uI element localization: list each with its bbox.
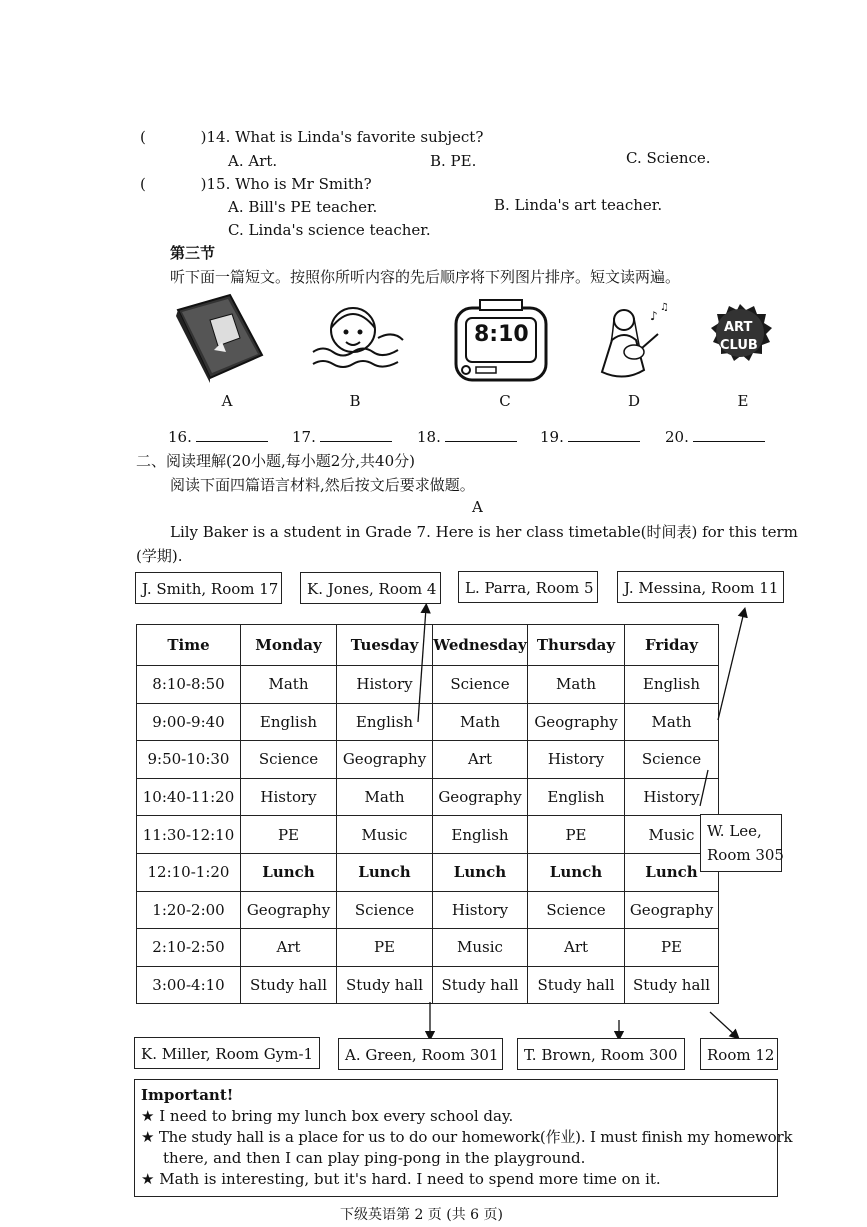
option-b: B. PE. — [430, 152, 477, 170]
clock-time: 8:10 — [474, 322, 529, 347]
time-cell: 9:00-9:40 — [137, 703, 241, 741]
subject-cell: Art — [433, 741, 528, 779]
time-cell: 10:40-11:20 — [137, 778, 241, 816]
subject-cell: English — [337, 703, 433, 741]
part-title: 二、阅读理解(20小题,每小题2分,共40分) — [136, 452, 415, 470]
subject-cell: Geography — [528, 703, 625, 741]
teacher-box: J. Smith, Room 17 — [135, 572, 282, 604]
subject-cell: Science — [433, 666, 528, 704]
subject-cell: Science — [241, 741, 337, 779]
subject-cell: Geography — [433, 778, 528, 816]
subject-cell: Music — [625, 816, 719, 854]
subject-cell: Study hall — [625, 966, 719, 1004]
time-cell: 1:20-2:00 — [137, 891, 241, 929]
lunch-cell: Lunch — [433, 853, 528, 891]
passage-intro-line1: Lily Baker is a student in Grade 7. Here is her class timetable(时间表) for this term — [170, 523, 798, 541]
subject-cell: PE — [528, 816, 625, 854]
question-text: What is Linda's favorite subject? — [235, 128, 484, 146]
important-title: Important! — [141, 1086, 234, 1104]
important-line: ★ Math is interesting, but it's hard. I need to spend more time on it. — [141, 1170, 661, 1188]
subject-cell: Math — [625, 703, 719, 741]
blank-number: 16. — [168, 428, 192, 446]
picture-label: A — [221, 392, 233, 410]
important-box — [134, 1079, 793, 1197]
art-club-text-2: CLUB — [720, 338, 758, 353]
option-c: C. Science. — [626, 149, 711, 167]
subject-cell: History — [241, 778, 337, 816]
subject-cell: Math — [433, 703, 528, 741]
time-cell: 3:00-4:10 — [137, 966, 241, 1004]
subject-cell: History — [625, 778, 719, 816]
subject-cell: History — [433, 891, 528, 929]
subject-cell: Study hall — [241, 966, 337, 1004]
picture-label: D — [627, 392, 641, 410]
teacher-box: K. Miller, Room Gym-1 — [134, 1037, 320, 1069]
subject-cell: Math — [528, 666, 625, 704]
blank-number: 18. — [417, 428, 441, 446]
subject-cell: English — [433, 816, 528, 854]
teacher-name: W. Lee, — [707, 822, 762, 840]
answer-paren-open: ( — [140, 175, 146, 193]
lunch-cell: Lunch — [337, 853, 433, 891]
teacher-box: L. Parra, Room 5 — [458, 571, 598, 603]
subject-cell: PE — [625, 929, 719, 967]
subject-cell: Study hall — [528, 966, 625, 1004]
subject-cell: Art — [528, 929, 625, 967]
subject-cell: Study hall — [433, 966, 528, 1004]
time-cell: 11:30-12:10 — [137, 816, 241, 854]
subject-cell: Math — [337, 778, 433, 816]
page-footer: 下级英语第 2 页 (共 6 页) — [340, 1207, 503, 1223]
time-cell: 8:10-8:50 — [137, 666, 241, 704]
subject-cell: English — [241, 703, 337, 741]
important-line: ★ I need to bring my lunch box every school day. — [141, 1107, 514, 1125]
teacher-box: A. Green, Room 301 — [338, 1038, 503, 1070]
subject-cell: Study hall — [337, 966, 433, 1004]
lunch-cell: Lunch — [625, 853, 719, 891]
time-cell: 2:10-2:50 — [137, 929, 241, 967]
option-a: A. Bill's PE teacher. — [228, 198, 378, 216]
subject-cell: Art — [241, 929, 337, 967]
header-monday: Monday — [241, 625, 337, 666]
part-instruction: 阅读下面四篇语言材料,然后按文后要求做题。 — [170, 476, 475, 494]
subject-cell: Science — [337, 891, 433, 929]
important-line: ★ The study hall is a place for us to do our homework(作业). I must finish my homework — [141, 1128, 793, 1146]
subject-cell: History — [528, 741, 625, 779]
option-a: A. Art. — [228, 152, 278, 170]
passage-intro-line2: (学期). — [136, 547, 183, 565]
teacher-box: Room 12 — [700, 1038, 778, 1070]
subject-cell: History — [337, 666, 433, 704]
header-time: Time — [137, 625, 241, 666]
teacher-room: Room 305 — [707, 846, 784, 864]
section-instruction: 听下面一篇短文。按照你所听内容的先后顺序将下列图片排序。短文读两遍。 — [170, 268, 681, 286]
subject-cell: Music — [433, 929, 528, 967]
subject-cell: English — [625, 666, 719, 704]
art-club-text-1: ART — [724, 320, 753, 335]
teacher-box: K. Jones, Room 4 — [300, 572, 441, 604]
subject-cell: Music — [337, 816, 433, 854]
blank-number: 17. — [292, 428, 316, 446]
subject-cell: Geography — [337, 741, 433, 779]
option-c: C. Linda's science teacher. — [228, 221, 431, 239]
svg-text:♫: ♫ — [660, 302, 669, 313]
teacher-box: J. Messina, Room 11 — [617, 571, 784, 603]
teacher-box: T. Brown, Room 300 — [517, 1038, 685, 1070]
header-tuesday: Tuesday — [337, 625, 433, 666]
section-title: 第三节 — [170, 244, 216, 262]
subject-cell: Science — [625, 741, 719, 779]
header-wednesday: Wednesday — [433, 625, 528, 666]
subject-cell: Geography — [241, 891, 337, 929]
subject-cell: Geography — [625, 891, 719, 929]
header-thursday: Thursday — [528, 625, 625, 666]
lunch-cell: Lunch — [528, 853, 625, 891]
svg-text:♪: ♪ — [650, 309, 658, 323]
option-b: B. Linda's art teacher. — [494, 196, 663, 214]
important-line: there, and then I can play ping-pong in the playground. — [163, 1149, 586, 1167]
subject-cell: English — [528, 778, 625, 816]
header-friday: Friday — [625, 625, 719, 666]
blank-number: 20. — [665, 428, 689, 446]
picture-label: E — [737, 392, 749, 410]
subject-cell: Math — [241, 666, 337, 704]
question-number: )14. — [200, 128, 231, 146]
time-cell: 9:50-10:30 — [137, 741, 241, 779]
passage-label: A — [472, 498, 483, 516]
question-text: Who is Mr Smith? — [235, 175, 372, 193]
blank-number: 19. — [540, 428, 564, 446]
question-number: )15. — [200, 175, 231, 193]
lunch-cell: Lunch — [241, 853, 337, 891]
subject-cell: Science — [528, 891, 625, 929]
picture-label: C — [499, 392, 511, 410]
picture-label: B — [349, 392, 361, 410]
answer-paren-open: ( — [140, 128, 146, 146]
time-cell: 12:10-1:20 — [137, 853, 241, 891]
subject-cell: PE — [241, 816, 337, 854]
subject-cell: PE — [337, 929, 433, 967]
